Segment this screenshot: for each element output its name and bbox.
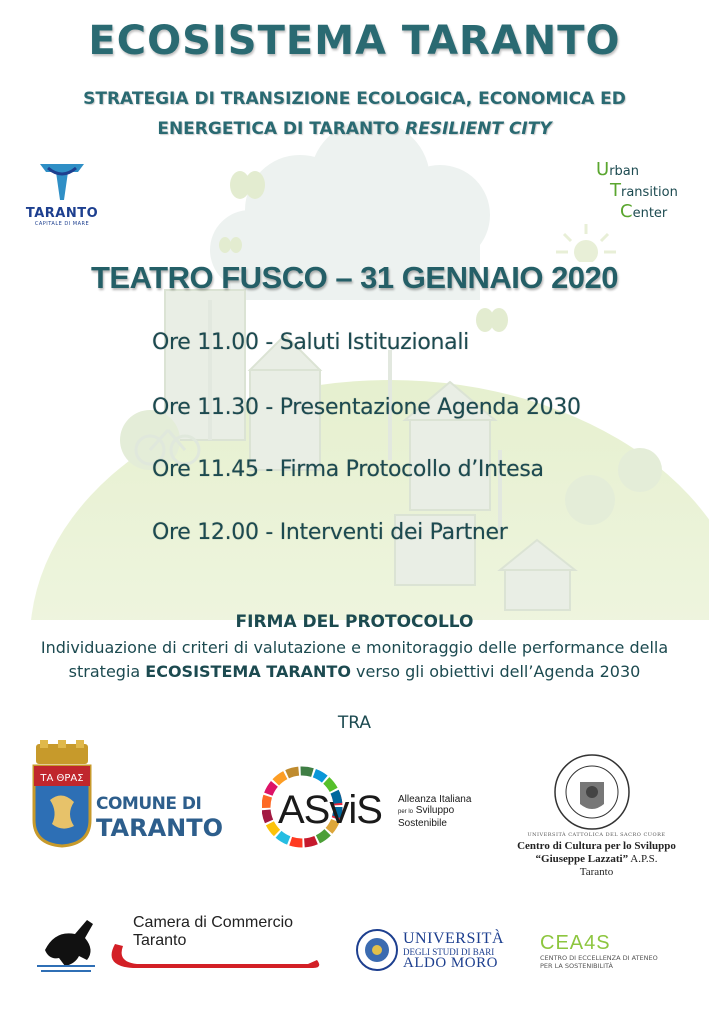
urban-transition-center-logo [596,160,701,260]
cattolica-seal-text: UNIVERSITÀ CATTOLICA DEL SACRO CUORE [527,832,666,838]
cattolica-text [494,840,699,879]
protocol-tra: TRA [337,713,372,733]
protocol-desc-part2: verso gli obiettivi dell’Agenda 2030 [350,662,641,681]
event-venue-date: TEATRO FUSCO – 31 GENNAIO 2020 [90,260,619,295]
cattolica-line-3: Taranto [579,866,614,878]
subtitle-line-2-prefix: ENERGETICA DI TARANTO [157,119,406,139]
subtitle-line-1: STRATEGIA DI TRANSIZIONE ECOLOGICA, ECONOMICA ED [83,89,626,109]
taranto-logo [18,160,106,232]
schedule-item: Ore 12.00 - Interventi dei Partner [152,520,508,545]
asvis-desc-2 [398,805,471,818]
cattolica-line-2 [494,853,699,866]
uniba-seal-icon [355,928,399,972]
camera-line-1: Camera di Commercio [133,914,294,931]
cattolica-line-2-name: “Giuseppe Lazzati” [535,853,629,865]
uniba-line-1: UNIVERSITÀ [403,930,504,947]
utc-line-urban [596,160,701,181]
asvis-desc-1: Alleanza Italiana [398,794,472,805]
main-title: ECOSISTEMA TARANTO [88,18,621,64]
utc-c-rest: enter [632,206,668,221]
comune-line-2: TARANTO [96,814,223,842]
camera-di-commercio-logo [35,908,325,980]
taranto-logo-tagline: CAPITALE DI MARE [34,221,90,227]
asvis-desc-2-main: Sviluppo [415,805,455,816]
cea4s-line-1: CENTRO DI ECCELLENZA DI ATENEO [540,954,658,962]
horse-rider-icon [35,910,105,974]
cea4s-logo [540,932,700,977]
protocol-title: FIRMA DEL PROTOCOLLO [235,612,474,632]
comune-di-taranto-logo [30,740,240,850]
subtitle-line-2 [0,114,709,144]
taranto-logo-name: TARANTO [25,206,99,221]
protocol-description [40,636,669,684]
utc-u-rest: rban [609,164,639,179]
asvis-description [398,794,471,829]
utc-t-rest: ransition [621,185,678,200]
utc-u-initial: U [596,159,610,180]
uniba-line-3: ALDO MORO [403,955,498,971]
utc-t-initial: T [610,180,621,201]
camera-red-swoosh [103,942,323,972]
cattolica-line-2-suffix: A.P.S. [628,853,658,865]
schedule-item: Ore 11.30 - Presentazione Agenda 2030 [152,395,581,420]
utc-line-transition [596,181,701,202]
protocol-desc-bold: ECOSISTEMA TARANTO [145,662,351,681]
asvis-logo [262,762,492,872]
utc-c-initial: C [620,201,633,222]
subtitle [0,84,709,144]
asvis-name: ASviS [278,788,382,832]
sun-icon [556,222,616,262]
cattolica-line-1: Centro di Cultura per lo Sviluppo [517,840,676,852]
comune-line-1: COMUNE DI [96,794,202,814]
protocol-desc-part1: Individuazione di criteri di valutazione e monitoraggio delle performance della strategia [40,638,669,681]
cea4s-name: CEA4S [540,932,611,954]
asvis-desc-2-small: per lo [398,809,414,815]
uniba-line-2: DEGLI STUDI DI BARI [403,947,495,957]
schedule-item: Ore 11.00 - Saluti Istituzionali [152,330,469,355]
university-seal-icon [552,752,632,832]
subtitle-resilient-city: RESILIENT CITY [405,119,552,139]
trident-t-icon [18,160,106,204]
crest-text: ΤΑ ΘΡΑΣ [40,773,84,784]
cea4s-line-2: PER LA SOSTENIBILITÀ [540,962,613,970]
coat-of-arms-icon [30,740,94,848]
cattolica-centro-lazzati-logo [494,752,699,887]
utc-text [596,160,701,223]
asvis-desc-3: Sostenibile [398,818,447,829]
camera-line-2: Taranto [133,932,187,949]
schedule-item: Ore 11.45 - Firma Protocollo d’Intesa [152,457,544,482]
uniba-logo [355,928,515,978]
utc-line-center [596,202,701,223]
